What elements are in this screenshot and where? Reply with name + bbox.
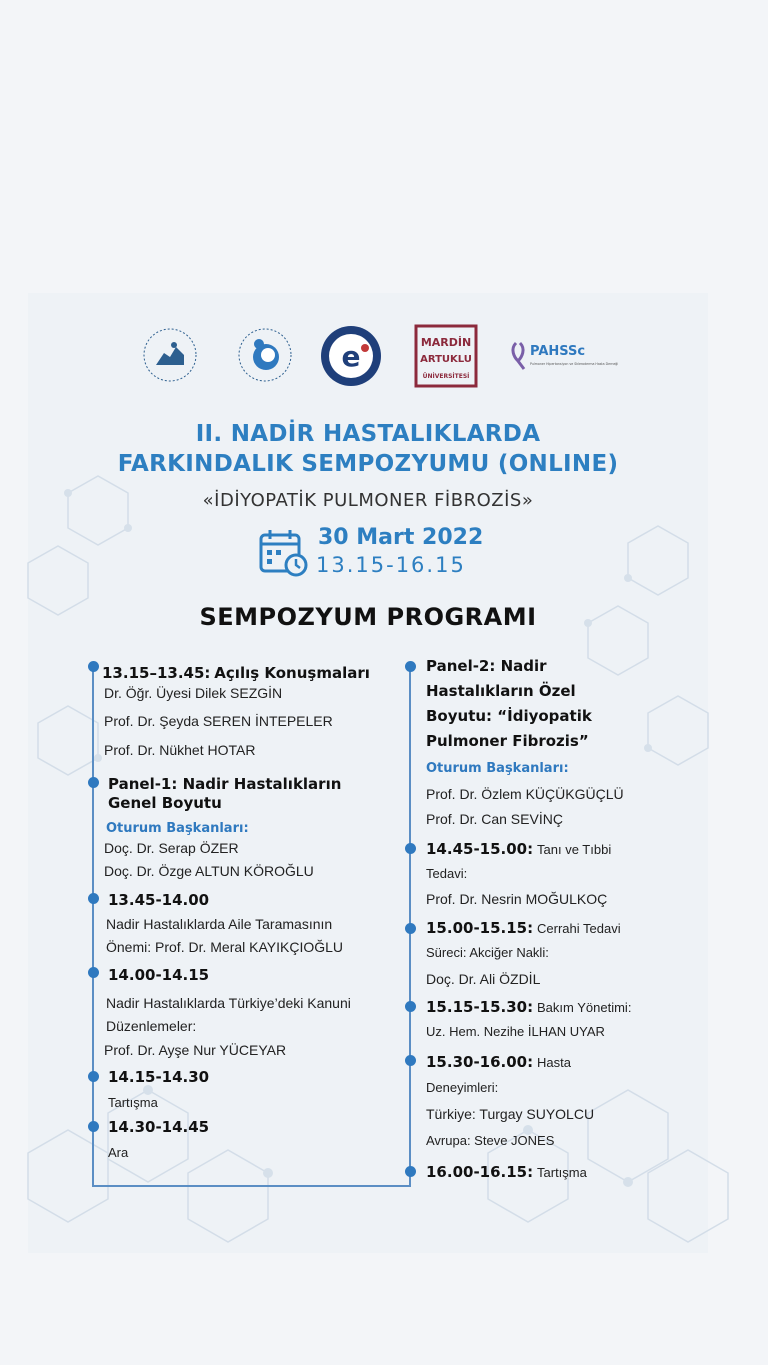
timeline-dot <box>405 1166 416 1177</box>
dokuz-eylul-logo <box>138 323 202 387</box>
panel1-title-l1: Panel-1: Nadir Hastalıkların <box>108 775 342 793</box>
timeline-dot <box>88 1071 99 1082</box>
s5-time: 14.30-14.45 <box>108 1118 210 1136</box>
event-date: 30 Mart 2022 <box>318 525 484 550</box>
panel2-title-l4: Pulmoner Fibrozis” <box>426 732 589 750</box>
panel2-title-l1: Panel-2: Nadir <box>426 657 547 675</box>
r5-time: 16.00-16.15: <box>426 1163 534 1181</box>
r2-text-b: Süreci: Akciğer Nakli: <box>426 945 549 960</box>
logo-row <box>28 323 708 393</box>
r3-time: 15.15-15.30: <box>426 998 534 1016</box>
ege-university-logo <box>318 323 384 389</box>
symposium-poster <box>28 293 708 1253</box>
r4-text-d: Avrupa: Steve JONES <box>426 1133 555 1148</box>
s1-speaker3: Prof. Dr. Nükhet HOTAR <box>104 742 256 758</box>
panel2-title-l3: Boyutu: “İdiyopatik <box>426 707 592 725</box>
s2-time: 13.45-14.00 <box>108 891 210 909</box>
s3-line2: Düzenlemeler: <box>106 1018 197 1034</box>
logo4-text-c: ÜNİVERSİTESİ <box>422 373 470 380</box>
svg-text:e: e <box>341 340 361 373</box>
s3-line1: Nadir Hastalıklarda Türkiye’deki Kanuni <box>106 995 351 1011</box>
title-line2: FARKINDALIK SEMPOZYUMU (ONLINE) <box>117 451 619 477</box>
program-title: SEMPOZYUM PROGRAMI <box>199 603 537 631</box>
r2-time: 15.00-15.15: <box>426 919 534 937</box>
s1-time: 13.15–13.45: <box>102 664 211 682</box>
left-timeline <box>92 669 94 1187</box>
timeline-dot <box>88 777 99 788</box>
title-line1: II. NADİR HASTALIKLARDA <box>195 421 541 447</box>
r1-time: 14.45-15.00: <box>426 840 534 858</box>
s1-speaker1: Dr. Öğr. Üyesi Dilek SEZGİN <box>104 685 283 701</box>
r4-text-a: Hasta <box>537 1055 571 1070</box>
subtitle: «İDİYOPATİK PULMONER FİBROZİS» <box>202 490 534 511</box>
pahssc-subtext: Pulmoner Hipertansiyon ve Skleroderma Hasta Derneği <box>530 362 619 366</box>
timeline-dot <box>405 923 416 934</box>
timeline-dot <box>88 967 99 978</box>
r3-text-a: Bakım Yönetimi: <box>537 1000 632 1015</box>
panel1-chair2: Doç. Dr. Özge ALTUN KÖROĞLU <box>104 863 314 879</box>
mardin-artuklu-logo <box>413 323 479 389</box>
date-block <box>258 525 518 581</box>
timeline-dot <box>88 661 99 672</box>
r2-text-c: Doç. Dr. Ali ÖZDİL <box>426 971 541 987</box>
r1-text-a: Tanı ve Tıbbi <box>537 842 612 857</box>
r1-heading <box>426 840 611 858</box>
r5-text-a: Tartışma <box>537 1165 587 1180</box>
s2-line2: Önemi: Prof. Dr. Meral KAYIKÇIOĞLU <box>106 939 344 955</box>
pahssc-logo <box>506 323 619 387</box>
logo4-text-b: ARTUKLU <box>420 354 472 365</box>
timeline-dot <box>88 893 99 904</box>
panel2-chair2: Prof. Dr. Can SEVİNÇ <box>426 811 563 827</box>
s1-speaker2: Prof. Dr. Şeyda SEREN İNTEPELER <box>104 713 333 729</box>
event-time: 13.15-16.15 <box>316 553 466 577</box>
s1-title: Açılış Konuşmaları <box>214 664 370 682</box>
r4-heading <box>426 1053 571 1071</box>
r3-heading <box>426 998 631 1016</box>
r1-text-b: Tedavi: <box>426 866 468 881</box>
r4-text-c: Türkiye: Turgay SUYOLCU <box>426 1106 595 1122</box>
timeline-dot <box>405 1055 416 1066</box>
panel2-chairs-label: Oturum Başkanları: <box>426 761 569 776</box>
s5-text: Ara <box>108 1145 129 1160</box>
r4-text-b: Deneyimleri: <box>426 1080 499 1095</box>
logo4-text-a: MARDİN <box>420 336 472 349</box>
s1-heading <box>102 664 370 682</box>
timeline-dot <box>405 843 416 854</box>
s3-line3: Prof. Dr. Ayşe Nur YÜCEYAR <box>104 1042 287 1058</box>
s4-time: 14.15-14.30 <box>108 1068 210 1086</box>
s2-line1: Nadir Hastalıklarda Aile Taramasının <box>106 916 333 932</box>
r2-heading <box>426 919 621 937</box>
panel1-title-l2: Genel Boyutu <box>108 794 222 812</box>
r5-heading <box>426 1163 587 1181</box>
timeline-dot <box>88 1121 99 1132</box>
panel2-title-l2: Hastalıkların Özel <box>426 682 576 700</box>
panel1-chair1: Doç. Dr. Serap ÖZER <box>104 840 239 856</box>
calendar-icon <box>258 527 308 577</box>
panel2-chair1: Prof. Dr. Özlem KÜÇÜKGÜÇLÜ <box>426 786 624 802</box>
r2-text-a: Cerrahi Tedavi <box>537 921 621 936</box>
r1-text-c: Prof. Dr. Nesrin MOĞULKOÇ <box>426 891 608 907</box>
r3-text-b: Uz. Hem. Nezihe İLHAN UYAR <box>426 1024 605 1039</box>
panel1-chairs-label: Oturum Başkanları: <box>106 821 249 836</box>
timeline-dot <box>405 661 416 672</box>
bottom-connector <box>92 1185 410 1187</box>
r4-time: 15.30-16.00: <box>426 1053 534 1071</box>
ege-nursing-logo <box>233 323 297 387</box>
pahssc-text: PAHSSc <box>530 344 586 359</box>
s3-time: 14.00-14.15 <box>108 966 210 984</box>
timeline-dot <box>405 1001 416 1012</box>
s4-text: Tartışma <box>108 1095 158 1110</box>
